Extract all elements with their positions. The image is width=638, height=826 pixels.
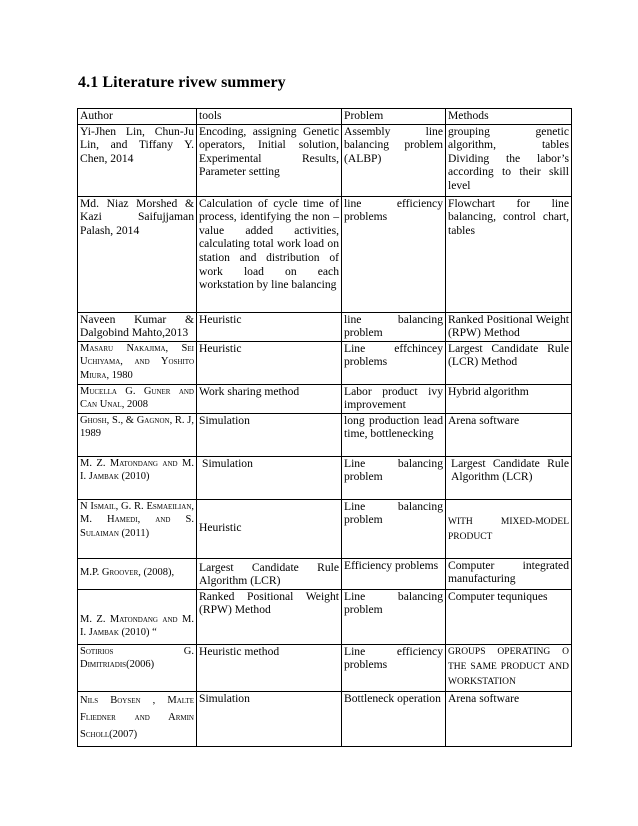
tools-cell: Heuristic <box>197 499 342 558</box>
tools-cell: Heuristic <box>197 341 342 384</box>
problem-cell: Line effchincey problems <box>342 341 446 384</box>
table-row <box>78 499 572 558</box>
methods-cell: grouping genetic algorithm, tables Dividing the labor’s according to their skill level <box>446 124 572 196</box>
problem-cell: Line efficiency problems <box>342 644 446 691</box>
header-problem: Problem <box>342 109 446 125</box>
tools-cell: Simulation <box>197 413 342 456</box>
methods-cell: Flowchart for line balancing, control chart, tables <box>446 196 572 312</box>
table-row <box>78 589 572 644</box>
methods-cell: Arena software <box>446 413 572 456</box>
methods-cell: Hybrid algorithm <box>446 384 572 413</box>
author-cell: Yi-Jhen Lin, Chun-Ju Lin, and Tiffany Y. Chen, 2014 <box>78 124 197 196</box>
author-cell: Md. Niaz Morshed & Kazi Saifujjaman Palash, 2014 <box>78 196 197 312</box>
tools-cell: Encoding, assigning Genetic operators, Initial solution, Experimental Results, Parameter setting <box>197 124 342 196</box>
problem-cell: Assembly line balancing problem (ALBP) <box>342 124 446 196</box>
table-row <box>78 691 572 746</box>
problem-cell: Efficiency problems <box>342 558 446 589</box>
header-methods: Methods <box>446 109 572 125</box>
header-tools: tools <box>197 109 342 125</box>
methods-cell: Ranked Positional Weight (RPW) Method <box>446 312 572 341</box>
section-title: 4.1 Literature rivew summery <box>78 74 286 91</box>
literature-review-table <box>77 108 572 747</box>
problem-cell: long production lead time, bottlenecking <box>342 413 446 456</box>
tools-cell: Work sharing method <box>197 384 342 413</box>
table-row <box>78 456 572 499</box>
methods-cell: GROUPS OPERATING O THE SAME PRODUCT AND WORKSTATION <box>446 644 572 691</box>
problem-cell: Bottleneck operation <box>342 691 446 746</box>
tools-cell: Simulation <box>197 456 342 499</box>
author-cell: M.P. Groover, (2008), <box>78 558 197 589</box>
author-cell: M. Z. Matondang and M. I. Jambak (2010) <box>78 456 197 499</box>
methods-cell: Computer integrated manufacturing <box>446 558 572 589</box>
methods-cell: Arena software <box>446 691 572 746</box>
author-cell: M. Z. Matondang and M. I. Jambak (2010) “ <box>78 589 197 644</box>
table-row <box>78 384 572 413</box>
problem-cell: line efficiency problems <box>342 196 446 312</box>
table-row <box>78 558 572 589</box>
author-cell: N Ismail, G. R. Esmaeilian, M. Hamedi, and S. Sulaiman (2011) <box>78 499 197 558</box>
tools-cell: Heuristic <box>197 312 342 341</box>
author-cell: Mucella G. Guner and Can Unal, 2008 <box>78 384 197 413</box>
author-cell: Naveen Kumar & Dalgobind Mahto,2013 <box>78 312 197 341</box>
methods-cell: WITH MIXED-MODEL PRODUCT <box>446 499 572 558</box>
problem-cell: Line balancing problem <box>342 589 446 644</box>
methods-cell: Largest Candidate Rule (LCR) Method <box>446 341 572 384</box>
methods-cell: Largest Candidate Rule Algorithm (LCR) <box>446 456 572 499</box>
tools-cell: Simulation <box>197 691 342 746</box>
table-row <box>78 644 572 691</box>
table-header-row <box>78 109 572 125</box>
tools-cell: Heuristic method <box>197 644 342 691</box>
author-cell: Nils Boysen , Malte Fliedner and Armin Scholl(2007) <box>78 691 197 746</box>
problem-cell: Line balancing problem <box>342 456 446 499</box>
table-row <box>78 124 572 196</box>
table-row <box>78 341 572 384</box>
problem-cell: Labor product ivy improvement <box>342 384 446 413</box>
tools-cell: Calculation of cycle time of process, identifying the non –value added activities, calculating total work load on station and distribution of work load on each workstation by line balancing <box>197 196 342 312</box>
author-cell: Ghosh, S., & Gagnon, R. J, 1989 <box>78 413 197 456</box>
author-cell: Masaru Nakajima, Sei Uchiyama, and Yoshito Miura, 1980 <box>78 341 197 384</box>
author-cell: Sotirios G. Dimitriadis(2006) <box>78 644 197 691</box>
problem-cell: Line balancing problem <box>342 499 446 558</box>
methods-cell: Computer tequniques <box>446 589 572 644</box>
header-author: Author <box>78 109 197 125</box>
tools-cell: Ranked Positional Weight (RPW) Method <box>197 589 342 644</box>
table-row <box>78 196 572 312</box>
table-row <box>78 312 572 341</box>
tools-cell: Largest Candidate Rule Algorithm (LCR) <box>197 558 342 589</box>
problem-cell: line balancing problem <box>342 312 446 341</box>
table-row <box>78 413 572 456</box>
